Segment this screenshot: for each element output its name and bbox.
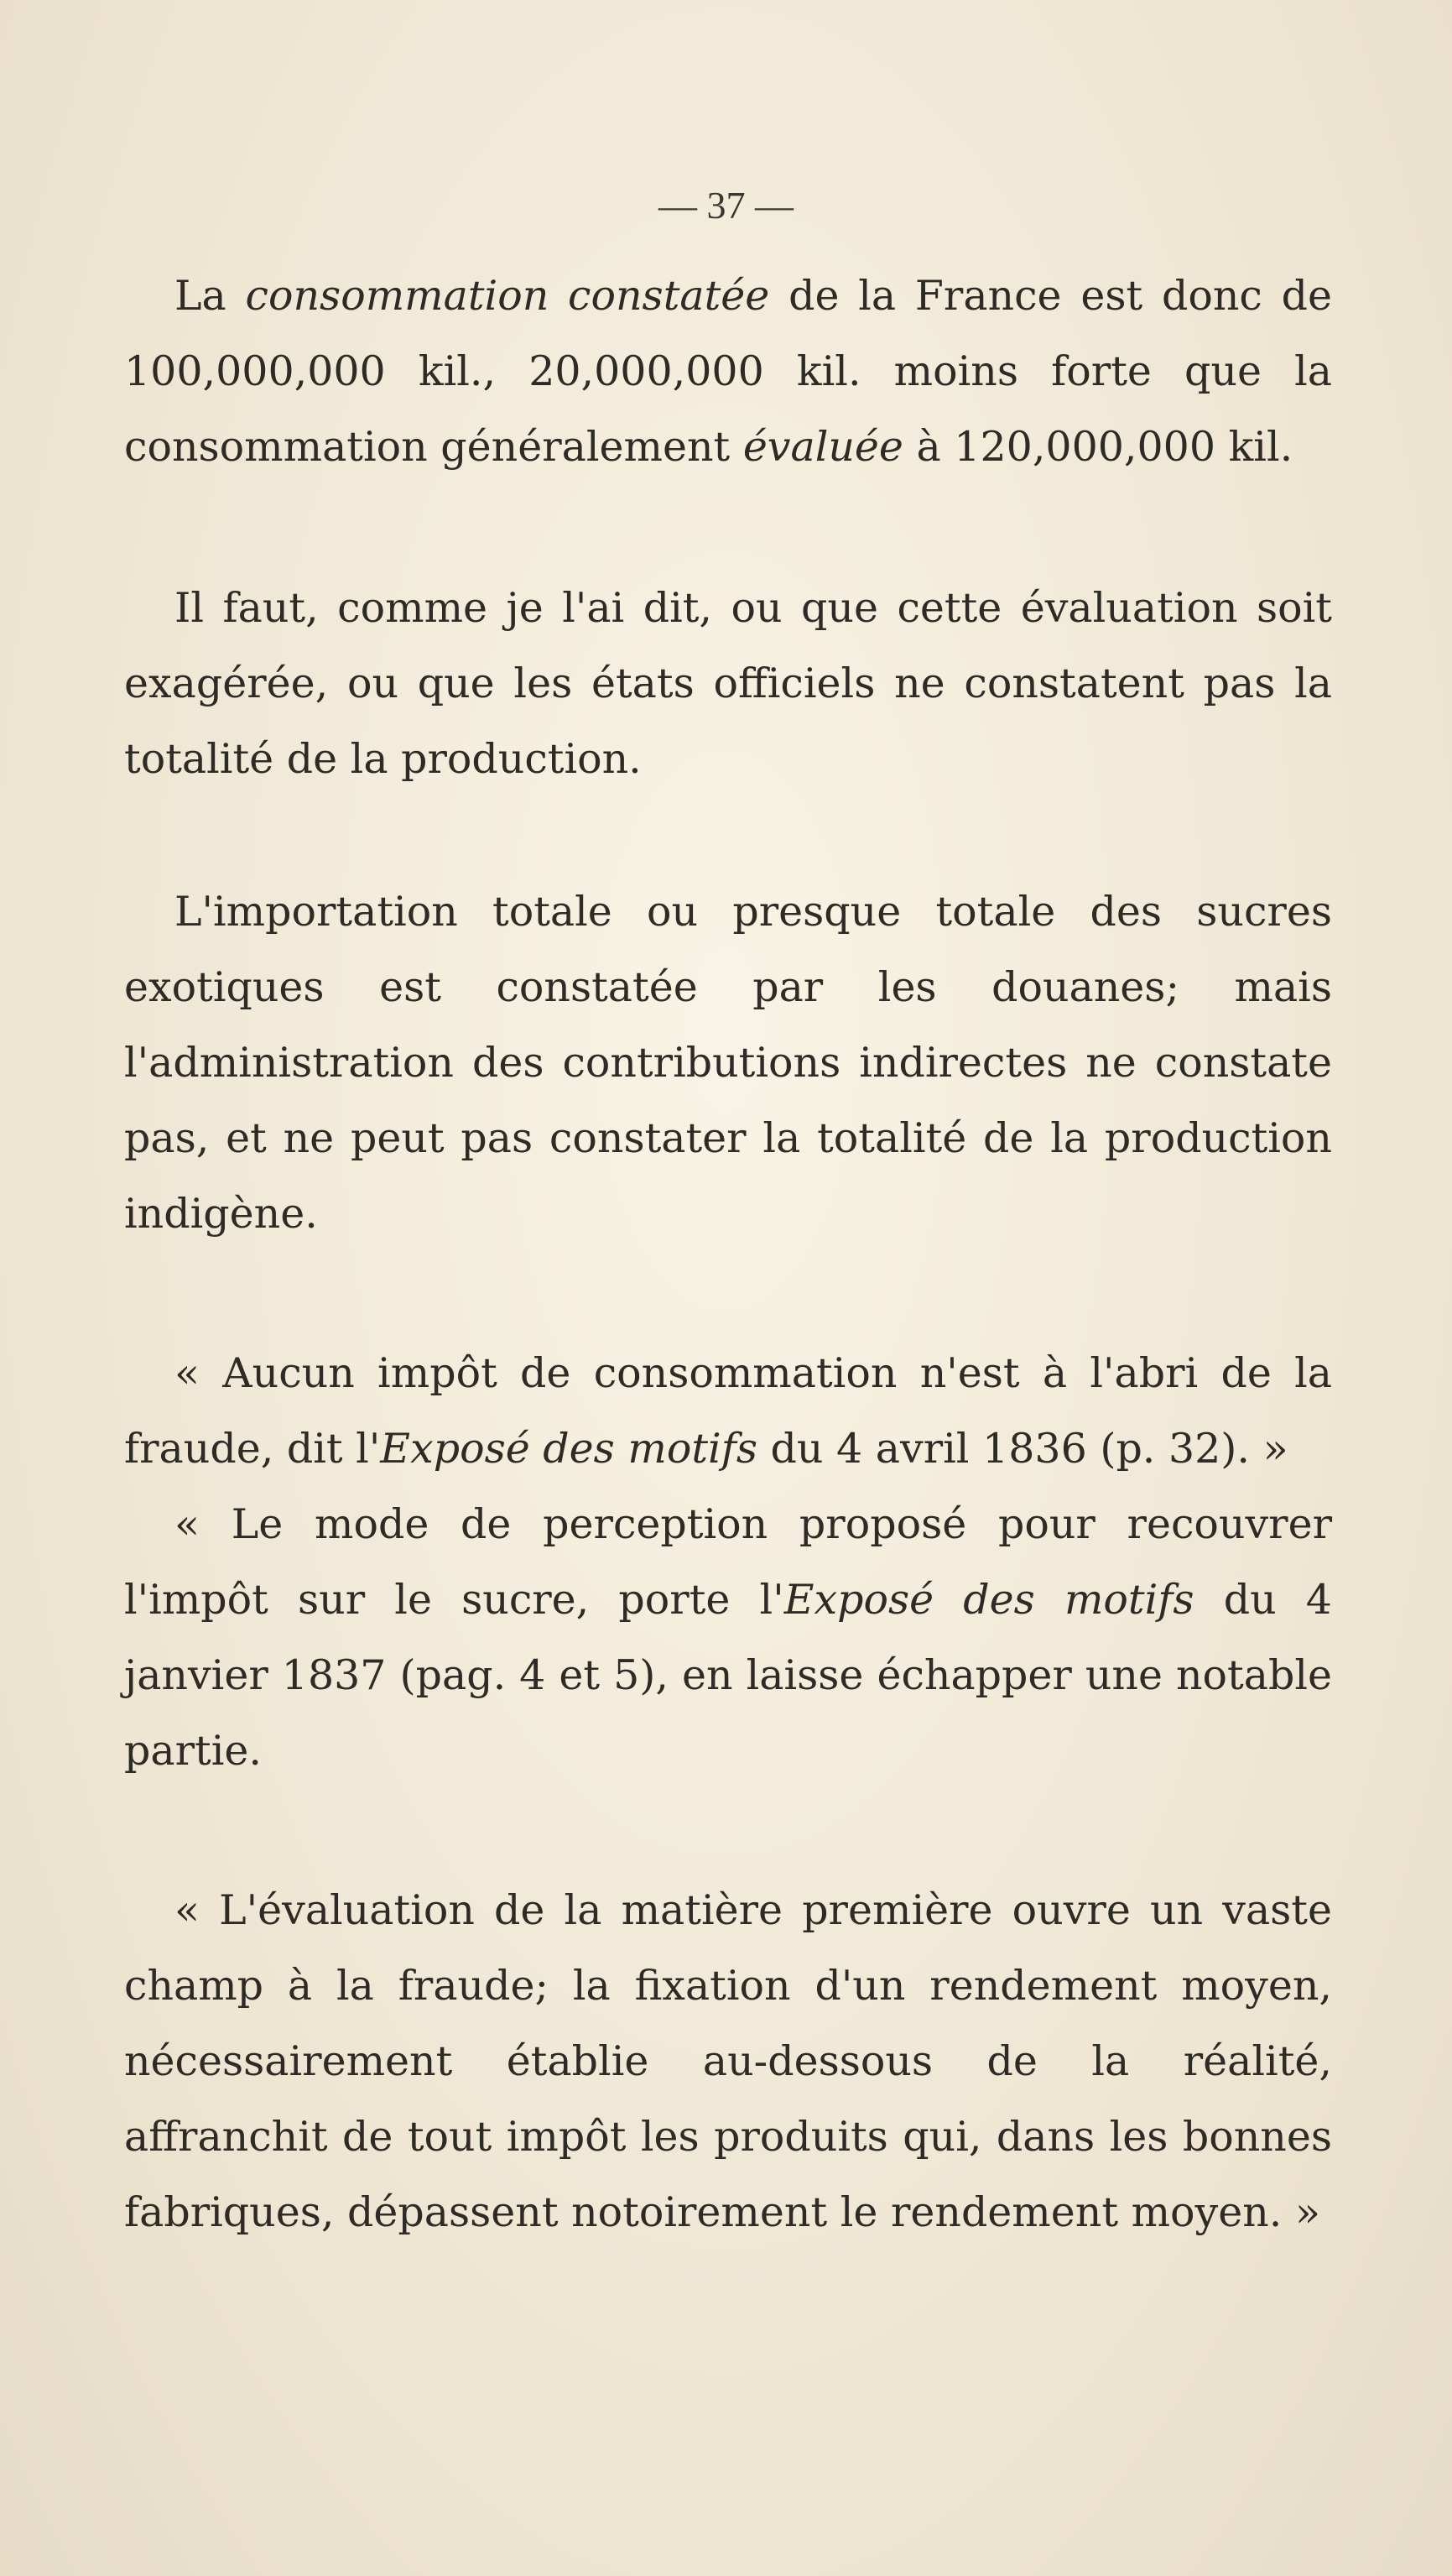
paragraph-4 <box>124 1336 1332 1487</box>
paragraph-1-emphasis-a: consommation constatée <box>245 272 770 320</box>
paragraph-1-part-e: à 120,000,000 kil. <box>903 423 1293 471</box>
paragraph-1 <box>124 258 1332 485</box>
paragraph-6: « L'évaluation de la matière première ouvre un vaste champ à la fraude; la fixation d'un rendement moyen, nécessairement établie au-dessous de la réalité, affranchit de tout impôt les produits qui, dans les bonnes fabriques, dépassent notoirement le rendement moyen. » <box>124 1886 1332 2236</box>
paragraph-1-block <box>124 258 1332 485</box>
paragraph-5-part-c: du 4 janvier 1837 (pag. 4 et 5), en laisse échapper une notable partie. <box>124 1576 1332 1775</box>
paragraph-2-block <box>124 571 1332 797</box>
paragraph-2: Il faut, comme je l'ai dit, ou que cette évaluation soit exagérée, ou que les états officiels ne constatent pas la totalité de la production. <box>124 584 1332 783</box>
paragraph-3: L'importation totale ou presque totale des sucres exotiques est constatée par les douanes; mais l'administration des contributions indirectes ne constate pas, et ne peut pas constater la totalité de la production indigène. <box>124 888 1332 1238</box>
paragraph-5-emphasis: Exposé des motifs <box>783 1576 1194 1624</box>
quotes-block <box>124 1336 1332 1789</box>
paragraph-4-part-a: « Aucun impôt de consommation n'est à l'abri de la fraude, dit l' <box>124 1349 1332 1473</box>
paragraph-5 <box>124 1487 1332 1789</box>
paragraph-1-part-c: de la France est donc de 100,000,000 kil., 20,000,000 kil. moins forte que la consommation généralement <box>124 272 1333 471</box>
page-number: — 37 — <box>658 184 794 227</box>
paragraph-4-part-c: du 4 avril 1836 (p. 32). » <box>757 1425 1288 1473</box>
paragraph-6-block <box>124 1873 1332 2250</box>
paragraph-5-part-a: « Le mode de perception proposé pour recouvrer l'impôt sur le sucre, porte l' <box>124 1500 1332 1624</box>
paragraph-1-emphasis-b: évaluée <box>742 423 903 471</box>
paragraph-4-emphasis: Exposé des motifs <box>380 1425 757 1473</box>
paragraph-1-part-a: La <box>174 272 246 320</box>
paragraph-3-block <box>124 874 1332 1252</box>
